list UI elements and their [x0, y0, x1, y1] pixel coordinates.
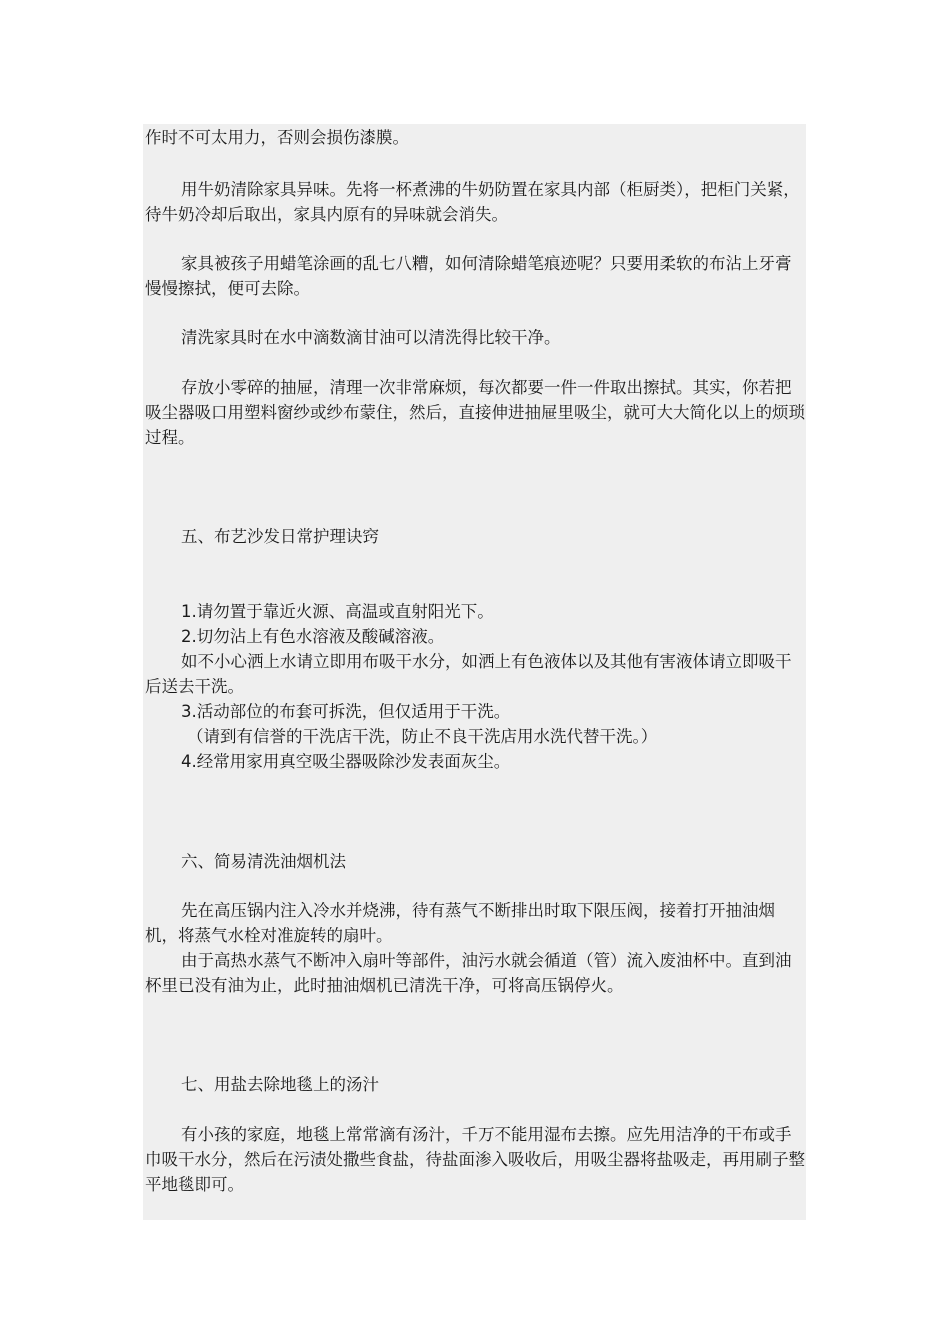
- list-item-3-note: （请到有信誉的干洗店干洗，防止不良干洗店用水洗代替干洗。）: [187, 727, 658, 746]
- list-number: 3.: [181, 702, 197, 721]
- list-text: 切勿沾上有色水溶液及酸碱溶液。: [196, 627, 445, 646]
- list-text: 请勿置于靠近火源、高温或直射阳光下。: [196, 602, 494, 621]
- list-number: 2.: [181, 627, 197, 646]
- section-heading-6: 六、简易清洗油烟机法: [181, 852, 346, 871]
- list-item-4: [145, 749, 805, 774]
- paragraph-crayon: 家具被孩子用蜡笔涂画的乱七八糟，如何清除蜡笔痕迹呢？只要用柔软的布沾上牙膏慢慢擦拭，便可去除。: [145, 254, 792, 298]
- list-item-3: [145, 699, 805, 724]
- paragraph-carpet: 有小孩的家庭，地毯上常常滴有汤汁，千万不能用湿布去擦。应先用洁净的干布或手巾吸干水分，然后在污渍处撒些食盐，待盐面渗入吸收后，用吸尘器将盐吸走，再用刷子整平地毯即可。: [145, 1125, 805, 1194]
- section-heading-5: 五、布艺沙发日常护理诀窍: [181, 527, 379, 546]
- list-item-2: [145, 624, 805, 649]
- list-item-1: [145, 599, 805, 624]
- paragraph-milk-odor: 用牛奶清除家具异味。先将一杯煮沸的牛奶防置在家具内部（柜厨类），把柜门关紧，待牛奶冷却后取出，家具内原有的异味就会消失。: [145, 180, 800, 224]
- section-heading-7: 七、用盐去除地毯上的汤汁: [181, 1075, 379, 1094]
- list-item-2-note: 如不小心洒上水请立即用布吸干水分，如洒上有色液体以及其他有害液体请立即吸干后送去干洗。: [145, 652, 792, 696]
- paragraph-drawer: 存放小零碎的抽屉，清理一次非常麻烦，每次都要一件一件取出擦拭。其实，你若把吸尘器吸口用塑料窗纱或纱布蒙住，然后，直接伸进抽屉里吸尘，就可大大简化以上的烦琐过程。: [145, 378, 805, 447]
- list-number: 1.: [181, 602, 197, 621]
- list-number: 4.: [181, 752, 197, 771]
- paragraph-range-hood-2: 由于高热水蒸气不断冲入扇叶等部件，油污水就会循道（管）流入废油杯中。直到油杯里已没有油为止，此时抽油烟机已清洗干净，可将高压锅停火。: [145, 951, 792, 995]
- paragraph-glycerin: 清洗家具时在水中滴数滴甘油可以清洗得比较干净。: [181, 328, 561, 347]
- list-text: 经常用家用真空吸尘器吸除沙发表面灰尘。: [196, 752, 511, 771]
- paragraph-varnish-warning: 作时不可太用力，否则会损伤漆膜。: [145, 128, 409, 147]
- paragraph-range-hood-1: 先在高压锅内注入冷水并烧沸，待有蒸气不断排出时取下限压阀，接着打开抽油烟机，将蒸气水栓对准旋转的扇叶。: [145, 901, 775, 945]
- list-text: 活动部位的布套可拆洗，但仅适用于干洗。: [196, 702, 511, 721]
